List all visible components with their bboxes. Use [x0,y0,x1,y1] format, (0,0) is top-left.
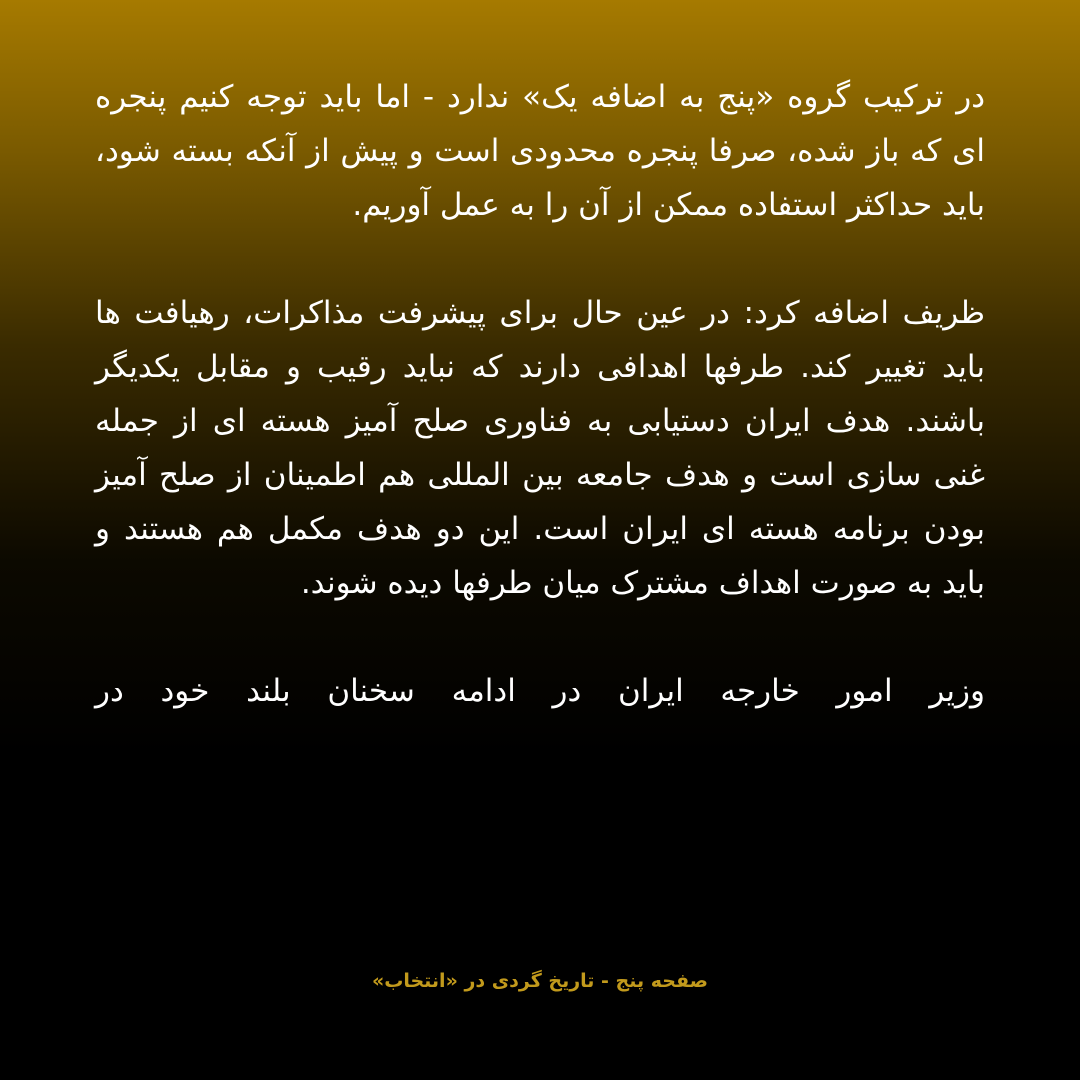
paragraph-2: ظریف اضافه کرد: در عین حال برای پیشرفت مذاکرات، رهیافت ها باید تغییر کند. طرفها اهدافی دارند که نباید رقیب و مقابل یکدیگر باشند. هدف ایران دستیابی به فناوری صلح آمیز هسته ای از جمله غنی سازی است و هدف جامعه بین المللی هم اطمینان از صلح آمیز بودن برنامه هسته ای ایران است. این دو هدف مکمل هم هستند و باید به صورت اهداف مشترک میان طرفها دیده شوند. [95,295,985,601]
paragraph-3: وزیر امور خارجه ایران در ادامه سخنان بلند خود در [95,673,985,709]
article-body [95,70,985,718]
footer-caption: صفحه پنج - تاریخ گردی در «انتخاب» [371,970,709,992]
paragraph-1: در ترکیب گروه «پنج به اضافه یک» ندارد - اما باید توجه کنیم پنجره ای که باز شده، صرفا پنجره محدودی است و پیش از آنکه بسته شود، باید حداکثر استفاده ممکن از آن را به عمل آوریم. [95,79,985,223]
